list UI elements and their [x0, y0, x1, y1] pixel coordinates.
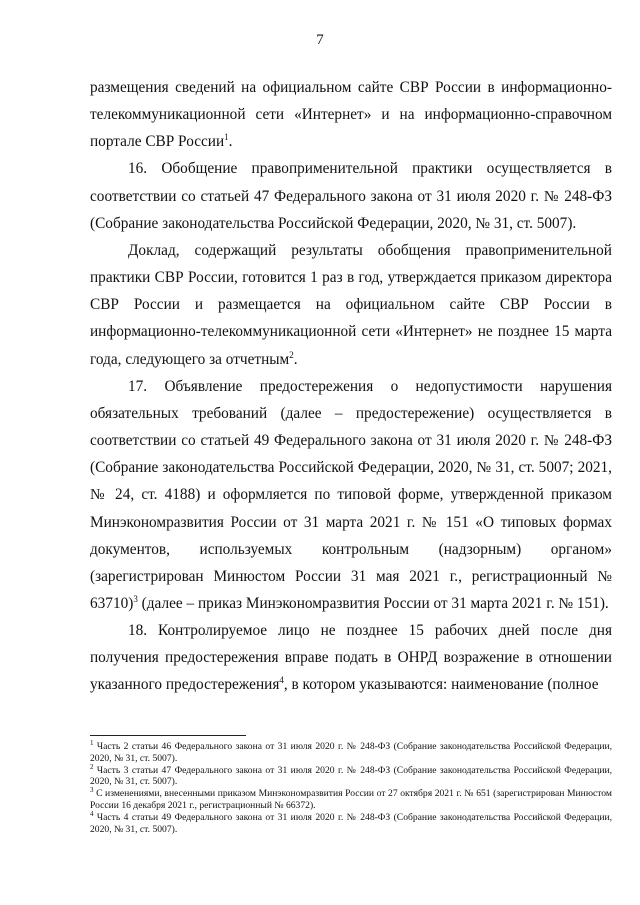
- footnote-mark: 2: [90, 762, 94, 771]
- paragraph-text: 18. Контролируемое лицо не позднее 15 рабочих дней после дня получения предостережения вправе подать в ОНРД возражение в отношении указанного предостережения: [90, 622, 612, 694]
- paragraph-text: 17. Объявление предостережения о недопустимости нарушения обязательных требований (далее – предостережение) осуществляется в соответствии со статьей 49 Федерального закона от 31 июля 2020 г. № 248-ФЗ (Собрание законодательства Российской Федерации, 2020, № 31, ст. 5007; 2021, № 24, ст. 4188) и оформляется по типовой форме, утвержденной приказом Минэкономразвития России от 31 марта 2021 г. № 151 «О типовых формах документов, используемых контрольным (надзорным) органом» (зарегистрирован Минюстом России 31 мая 2021 г., регистрационный № 63710): [90, 377, 612, 612]
- footnote-3: [90, 788, 612, 812]
- footnote-text: Часть 4 статьи 49 Федерального закона от 31 июля 2020 г. № 248-ФЗ (Собрание законодательства Российской Федерации, 2020, № 31, ст. 5007).: [90, 811, 612, 835]
- footnotes: [90, 738, 612, 835]
- paragraph-report: [90, 237, 612, 373]
- footnote-mark: 1: [90, 738, 94, 747]
- footnote-separator: [90, 735, 246, 736]
- paragraph-text: размещения сведений на официальном сайте СВР России в информационно-телекоммуникационной сети «Интернет» и на информационно-справочном портале СВР России: [90, 79, 612, 151]
- footnote-2: [90, 762, 612, 789]
- footnote-reference-4: 4: [279, 675, 284, 686]
- paragraph-16-practice-summary: [90, 155, 612, 236]
- paragraph-tail: (далее – приказ Минэкономразвития России от 31 марта 2021 г. № 151).: [137, 594, 609, 612]
- document-body: [90, 74, 612, 699]
- footnote-text: С изменениями, внесенными приказом Минэкономразвития России от 27 октября 2021 г. № 651 (зарегистрирован Минюстом России 16 декабря 2021 г., регистрационный № 66372).: [90, 788, 612, 811]
- paragraph-tail: .: [228, 133, 233, 151]
- footnote-4: [90, 809, 612, 836]
- paragraph-text: Доклад, содержащий результаты обобщения правоприменительной практики СВР России, готовится 1 раз в год, утверждается приказом директора СВР России и размещается на официальном сайте СВР России в информационно-телекоммуникационной сети «Интернет» не позднее 15 марта года, следующего за отчетным: [90, 241, 612, 368]
- footnote-mark: 4: [90, 809, 94, 818]
- paragraph-tail: , в котором указываются: наименование (полное: [283, 676, 599, 694]
- footnote-reference-3: 3: [133, 593, 138, 604]
- paragraph-continuation: [90, 74, 612, 155]
- footnote-text: Часть 3 статьи 47 Федерального закона от 31 июля 2020 г. № 248-ФЗ (Собрание законодательства Российской Федерации, 2020, № 31, ст. 5007).: [90, 764, 612, 788]
- paragraph-18-objection: [90, 617, 612, 698]
- footnote-mark: 3: [90, 786, 94, 794]
- paragraph-17-warning: [90, 373, 612, 617]
- paragraph-tail: .: [293, 350, 298, 368]
- footnote-text: Часть 2 статьи 46 Федерального закона от 31 июля 2020 г. № 248-ФЗ (Собрание законодательства Российской Федерации, 2020, № 31, ст. 5007).: [90, 741, 612, 764]
- footnote-reference-1: 1: [224, 132, 229, 143]
- paragraph-text: 16. Обобщение правоприменительной практики осуществляется в соответствии со статьей 47 Федерального закона от 31 июля 2020 г. № 248-ФЗ (Собрание законодательства Российской Федерации, 2020, № 31, ст. 5007).: [90, 160, 612, 232]
- page-number: 7: [316, 32, 324, 48]
- footnote-reference-2: 2: [289, 349, 294, 360]
- footnote-1: [90, 738, 612, 765]
